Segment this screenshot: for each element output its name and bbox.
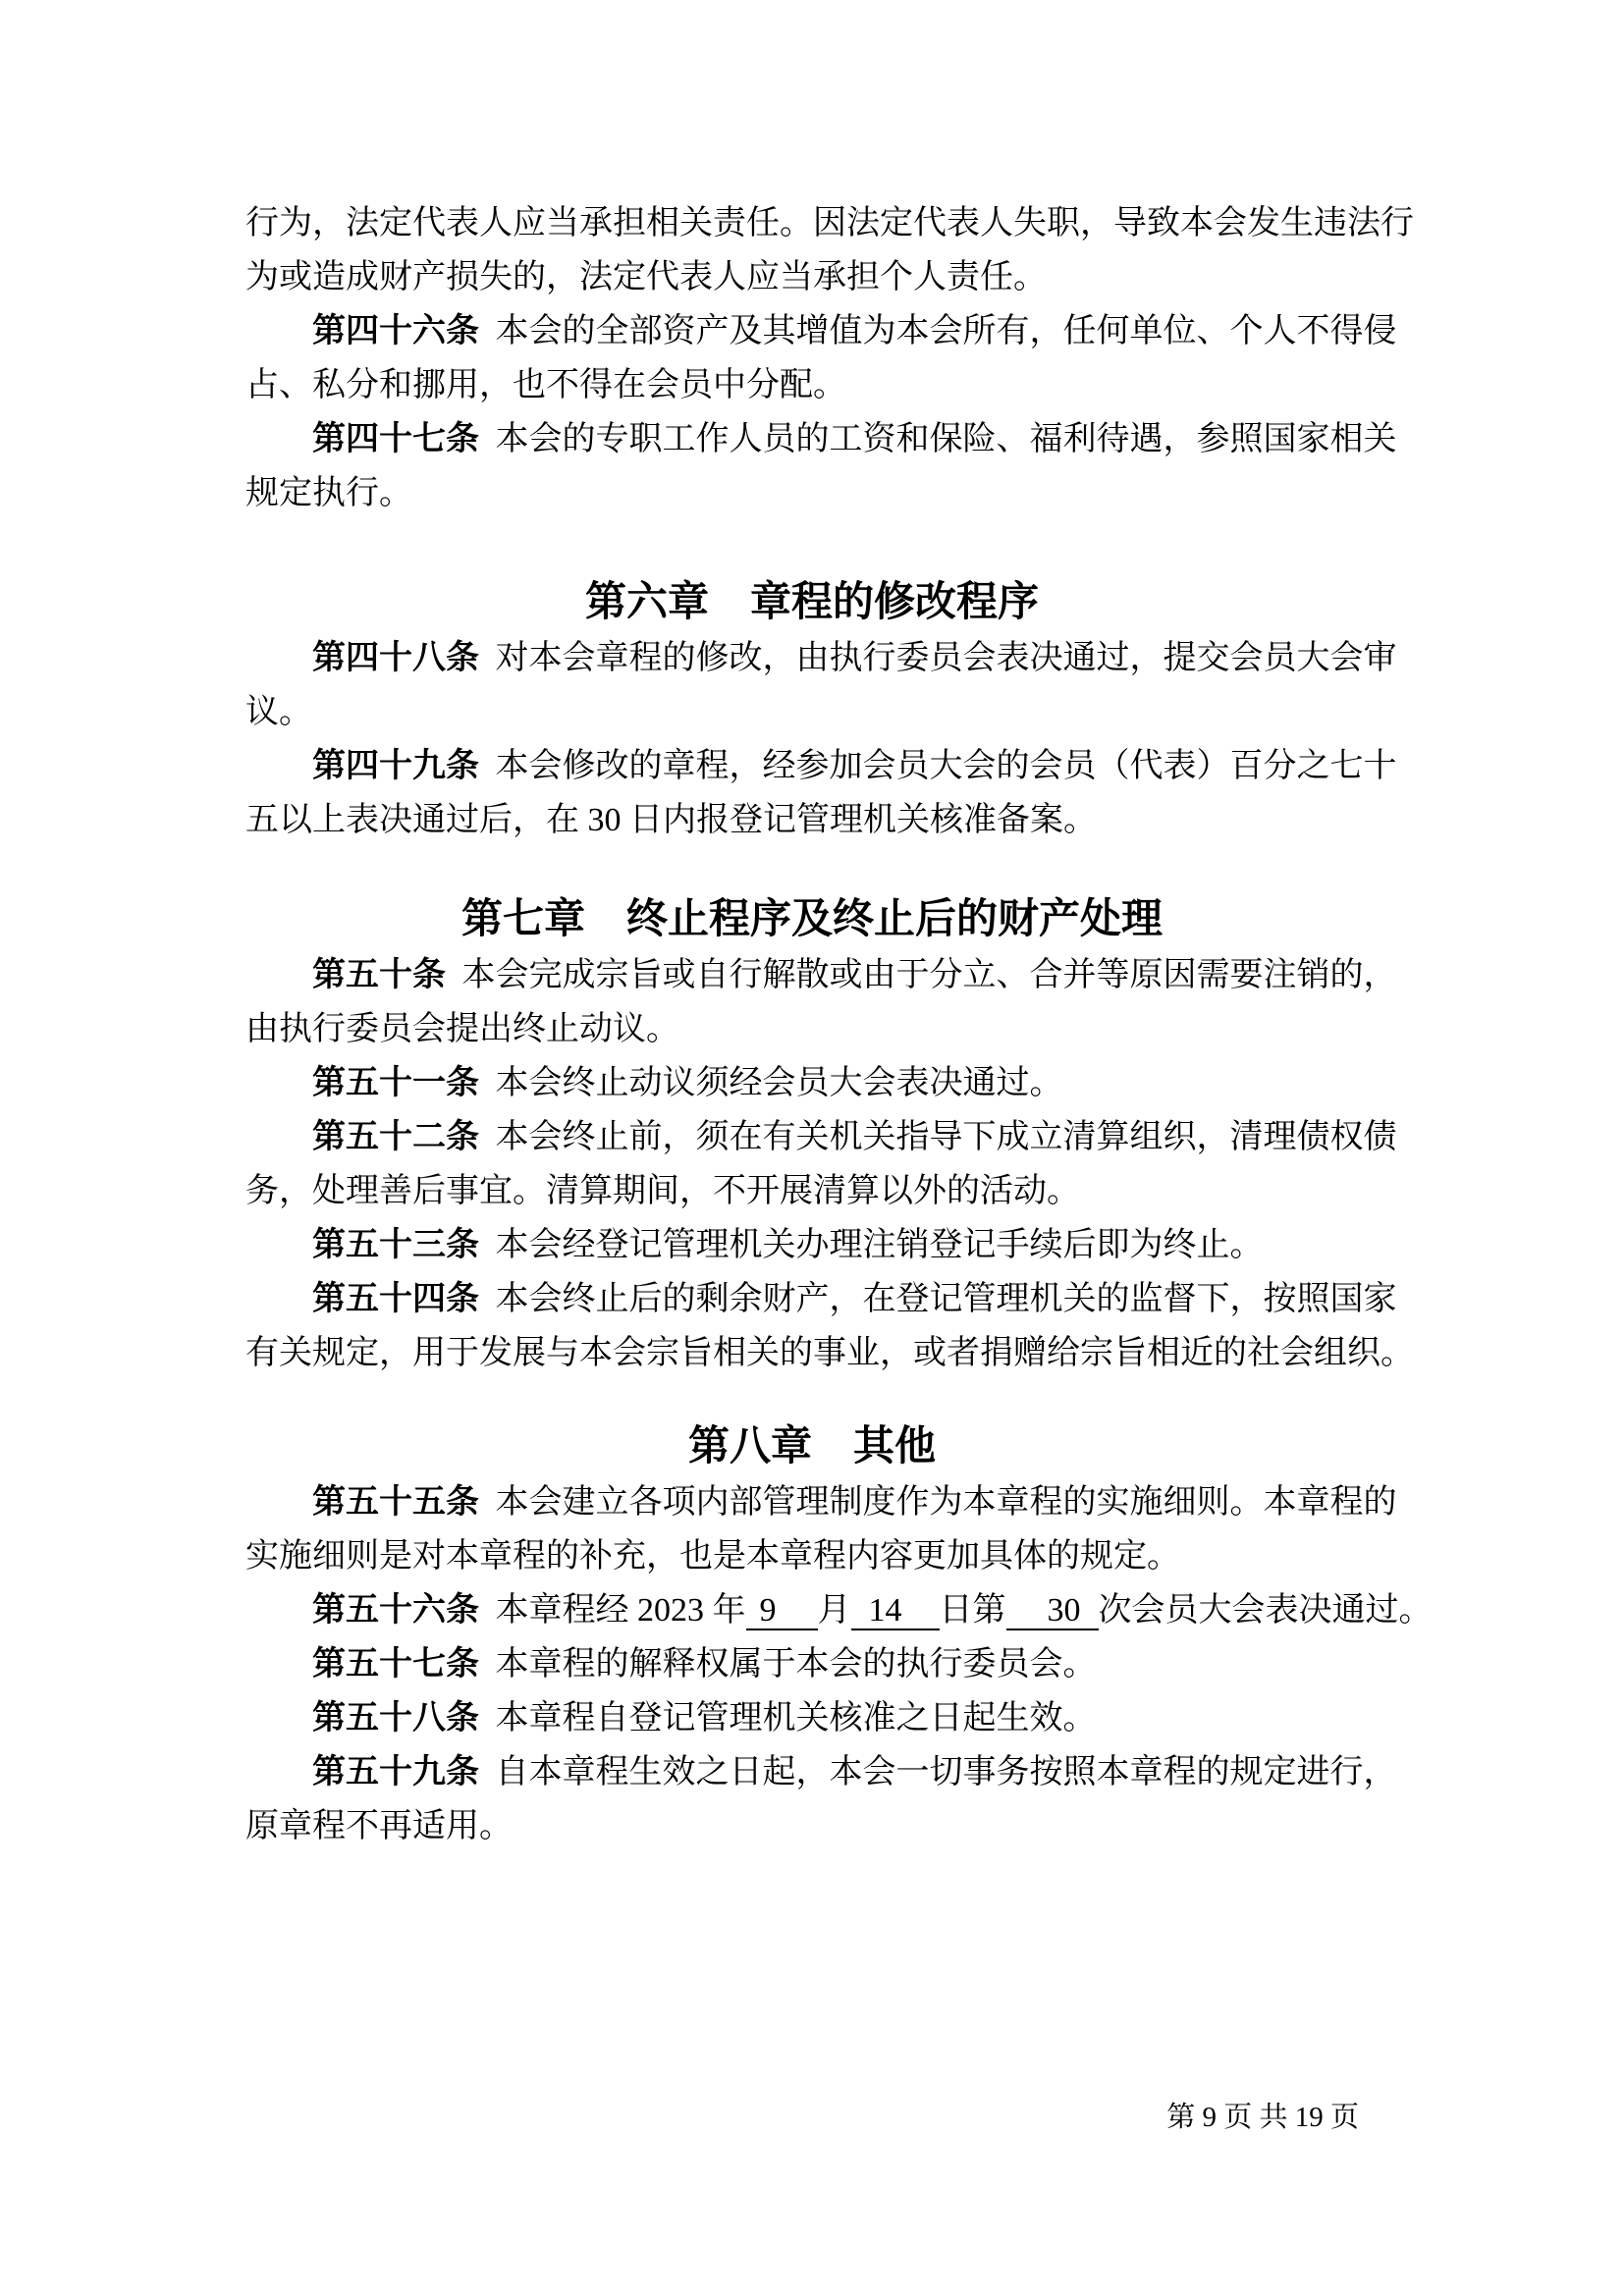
article-48-line-1 (245, 631, 1463, 685)
article-56-term: 第五十六条 (312, 1592, 479, 1629)
chapter-7-heading: 第七章 终止程序及终止后的财产处理 (460, 897, 1163, 942)
article-56-text-2: 月 (817, 1592, 851, 1629)
article-58-line-1 (245, 1691, 1463, 1745)
article-56-line-1 (245, 1583, 1463, 1637)
article-54-line-2: 有关规定，用于发展与本会宗旨相关的事业，或者捐赠给宗旨相近的社会组织。 (245, 1335, 1414, 1371)
article-57-line-1 (245, 1637, 1463, 1691)
article-51-line-1 (245, 1056, 1463, 1110)
article-49-line-1 (245, 739, 1463, 793)
chapter-8-heading: 第八章 其他 (687, 1424, 936, 1469)
article-51-term: 第五十一条 (312, 1065, 479, 1101)
article-49-line-2: 五以上表决通过后，在 30 日内报登记管理机关核准备案。 (245, 802, 1097, 838)
article-47-text: 本会的专职工作人员的工资和保险、福利待遇，参照国家相关 (487, 421, 1397, 457)
article-50-line-1 (245, 948, 1463, 1002)
article-57-term: 第五十七条 (312, 1646, 479, 1682)
article-58-term: 第五十八条 (312, 1700, 479, 1736)
article-56-text-3: 日第 (939, 1592, 1006, 1629)
article-47-term: 第四十七条 (312, 421, 479, 457)
section-chapter-7 (245, 948, 1463, 1380)
article-57-text: 本章程的解释权属于本会的执行委员会。 (487, 1646, 1097, 1682)
article-52-line-2: 务，处理善后事宜。清算期间，不开展清算以外的活动。 (245, 1173, 1080, 1209)
article-55-term: 第五十五条 (312, 1484, 479, 1521)
article-47-line-1 (245, 412, 1463, 466)
article-56-text-4: 次会员大会表决通过。 (1098, 1592, 1433, 1629)
article-46-line-1 (245, 304, 1463, 358)
article-47-line-2: 规定执行。 (245, 475, 412, 511)
article-55-line-2: 实施细则是对本章程的补充，也是本章程内容更加具体的规定。 (245, 1538, 1180, 1575)
article-49-term: 第四十九条 (312, 748, 479, 784)
article-54-text: 本会终止后的剩余财产，在登记管理机关的监督下，按照国家 (487, 1281, 1397, 1317)
article-55-line-1 (245, 1475, 1463, 1529)
article-46-text: 本会的全部资产及其增值为本会所有，任何单位、个人不得侵 (487, 313, 1397, 349)
article-56-blank-day: 14 (851, 1592, 940, 1630)
article-59-text: 自本章程生效之日起，本会一切事务按照本章程的规定进行， (487, 1754, 1397, 1790)
article-56-blank-session: 30 (1006, 1592, 1099, 1630)
article-46-term: 第四十六条 (312, 313, 479, 349)
article-50-line-2: 由执行委员会提出终止动议。 (245, 1011, 679, 1047)
article-54-term: 第五十四条 (312, 1281, 479, 1317)
article-52-text: 本会终止前，须在有关机关指导下成立清算组织，清理债权债 (487, 1119, 1397, 1155)
page-number: 第 9 页 共 19 页 (1166, 2102, 1359, 2133)
article-52-line-1 (245, 1110, 1463, 1164)
article-48-line-2: 议。 (245, 694, 312, 730)
section-chapter-6 (245, 631, 1463, 847)
article-53-text: 本会经登记管理机关办理注销登记手续后即为终止。 (487, 1227, 1264, 1263)
article-56-blank-month-day: 9 (746, 1592, 818, 1630)
article-55-text: 本会建立各项内部管理制度作为本章程的实施细则。本章程的 (487, 1484, 1397, 1521)
article-48-text: 对本会章程的修改，由执行委员会表决通过，提交会员大会审 (487, 640, 1397, 676)
article-46-line-2: 占、私分和挪用，也不得在会员中分配。 (245, 367, 846, 403)
article-59-line-2: 原章程不再适用。 (245, 1808, 513, 1844)
article-58-text: 本章程自登记管理机关核准之日起生效。 (487, 1700, 1097, 1736)
continuation-line-2: 为或造成财产损失的，法定代表人应当承担个人责任。 (245, 259, 1047, 295)
article-53-line-1 (245, 1218, 1463, 1272)
article-52-term: 第五十二条 (312, 1119, 479, 1155)
article-50-term: 第五十条 (312, 957, 446, 993)
article-54-line-1 (245, 1272, 1463, 1326)
article-49-text: 本会修改的章程，经参加会员大会的会员（代表）百分之七十 (487, 748, 1397, 784)
chapter-6-heading: 第六章 章程的修改程序 (584, 580, 1039, 625)
article-51-text: 本会终止动议须经会员大会表决通过。 (487, 1065, 1063, 1101)
article-53-term: 第五十三条 (312, 1227, 479, 1263)
article-59-line-1 (245, 1745, 1463, 1799)
section-before-chapter-6 (245, 196, 1463, 520)
article-56-text-1: 本章程经 2023 年 (487, 1592, 746, 1629)
continuation-line-1: 行为，法定代表人应当承担相关责任。因法定代表人失职，导致本会发生违法行 (245, 205, 1414, 241)
article-48-term: 第四十八条 (312, 640, 479, 676)
article-59-term: 第五十九条 (312, 1754, 479, 1790)
section-chapter-8 (245, 1475, 1463, 1853)
article-50-text: 本会完成宗旨或自行解散或由于分立、合并等原因需要注销的， (454, 957, 1397, 993)
